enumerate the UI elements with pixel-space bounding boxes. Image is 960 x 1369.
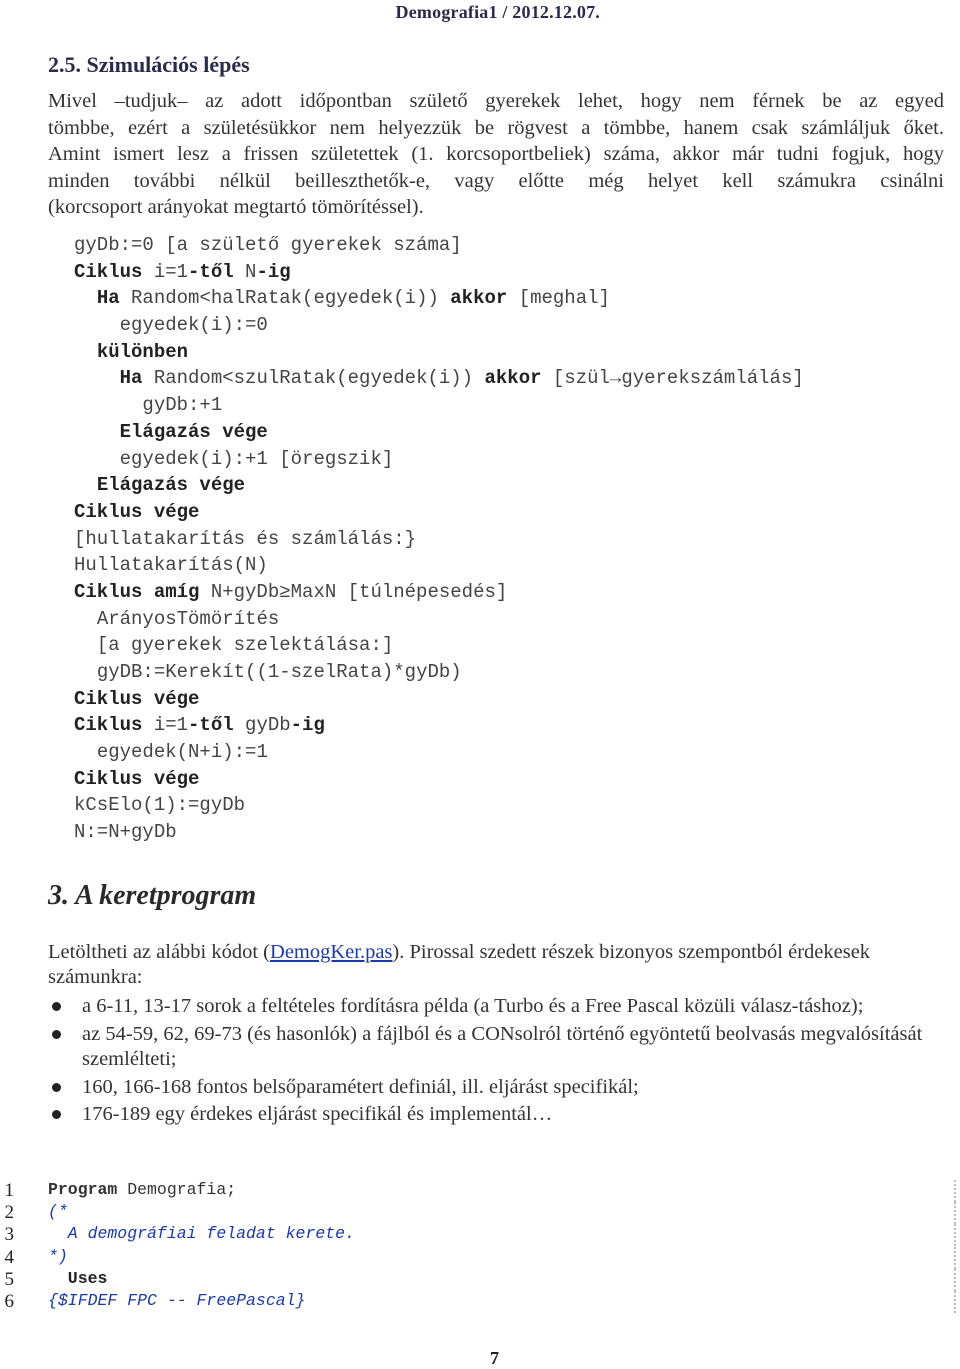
paragraph-line: minden további nélkül beilleszthetők-e, vagy előtte még helyet kell számukra csinálni	[48, 169, 944, 192]
margin-marker	[952, 1291, 956, 1313]
algorithm-line	[74, 499, 804, 526]
chapter-title: 3. A keretprogram	[48, 880, 257, 911]
running-header: Demografia1 / 2012.12.07.	[395, 2, 600, 22]
algorithm-line	[74, 632, 804, 659]
algorithm-line	[74, 552, 804, 579]
paragraph-line: tömbbe, ezért a születésükkor nem helyezzük be rögvest a tömbbe, hanem csak számláljuk őket.	[48, 116, 944, 139]
paragraph-line: (korcsoport arányokat megtartó tömörítéssel).	[48, 196, 424, 218]
algorithm-line	[74, 312, 804, 339]
source-text: {$IFDEF FPC -- FreePascal}	[48, 1290, 306, 1310]
bullet-text: az 54-59, 62, 69-73 (és hasonlók) a fájlból és a CONsolról történő egyöntetű beolvasás megvalósítását szemlélteti;	[82, 1022, 923, 1070]
code-text: [meghal]	[507, 287, 610, 310]
bullet-text: a 6-11, 13-17 sorok a feltételes fordításra példa (a Turbo és a Free Pascal közüli válasz-táshoz);	[82, 995, 864, 1017]
bullet-icon	[52, 1110, 61, 1119]
algorithm-line	[74, 659, 804, 686]
algorithm-line	[74, 766, 804, 793]
source-text: Program Demografia;	[48, 1180, 237, 1199]
algorithm-line	[74, 712, 804, 739]
listing-line	[0, 1180, 960, 1202]
code-text: Random<halRatak(egyedek(i))	[119, 287, 451, 310]
bullet-icon	[52, 1030, 61, 1039]
code-listing	[0, 1180, 960, 1313]
algorithm-line	[74, 819, 804, 846]
keyword: akkor	[450, 287, 508, 310]
keyword: Ciklus	[74, 260, 143, 283]
algorithm-line	[74, 526, 804, 553]
code-text: gyDb:+1	[142, 394, 223, 417]
keyword: -ig	[290, 714, 325, 737]
source-text: A demográfiai feladat kerete.	[48, 1224, 355, 1244]
algorithm-line	[74, 686, 804, 713]
line-number: 6	[4, 1290, 14, 1312]
keyword: Program	[48, 1180, 118, 1199]
algorithm-line	[74, 365, 804, 392]
download-link[interactable]: DemogKer.pas	[270, 941, 393, 963]
line-number: 1	[4, 1180, 14, 1201]
listing-line	[0, 1269, 960, 1291]
code-text: N+gyDb≥MaxN [túlnépesedés]	[199, 580, 508, 603]
line-number: 4	[4, 1246, 14, 1268]
page-number: 7	[490, 1348, 499, 1368]
line-number: 5	[4, 1268, 14, 1290]
code-text: i=1	[142, 714, 189, 737]
intro-text-before: Letöltheti az alábbi kódot (	[48, 941, 271, 963]
code-text: i=1	[142, 260, 189, 283]
algorithm-line	[74, 446, 804, 473]
code-text: gyDB:=Kerekít((1-szelRata)*gyDb)	[96, 661, 462, 683]
source-text: *)	[48, 1246, 68, 1266]
code-text: Random<szulRatak(egyedek(i))	[142, 367, 485, 390]
margin-marker	[952, 1224, 956, 1246]
code-text: Hullatakarítás(N)	[74, 554, 268, 577]
bullet-item	[48, 1075, 928, 1101]
margin-marker	[952, 1202, 956, 1224]
listing-line	[0, 1224, 960, 1246]
keyword: Ciklus vége	[74, 767, 200, 790]
keyword: Ciklus vége	[74, 500, 200, 523]
listing-line	[0, 1291, 960, 1313]
bullet-icon	[52, 1002, 61, 1011]
source-text: Uses	[48, 1268, 108, 1288]
intro-text-after: ). Pirossal szedett részek bizonyos szempontból érdekesek számunkra:	[48, 941, 871, 988]
code-text: egyedek(N+i):=1	[96, 741, 268, 764]
listing-line	[0, 1202, 960, 1224]
code-text: ArányosTömörítés	[96, 607, 280, 630]
algorithm-line	[74, 259, 804, 286]
keyword: Ha	[96, 287, 120, 310]
algorithm-line	[74, 472, 804, 499]
bullet-list	[48, 994, 928, 1130]
algorithm-line	[74, 232, 804, 259]
algorithm-line	[74, 285, 804, 312]
bullet-text: 160, 166-168 fontos belsőparamétert definiál, ill. eljárást specifikál;	[82, 1075, 639, 1098]
algorithm-block	[74, 232, 804, 846]
line-number: 2	[4, 1202, 14, 1224]
keyword: Ciklus amíg	[74, 580, 200, 603]
paragraph-line: Mivel –tudjuk– az adott időpontban születő gyerekek lehet, hogy nem férnek be az egyed	[48, 90, 944, 112]
algorithm-line	[74, 339, 804, 366]
keyword: Ciklus vége	[74, 687, 200, 710]
code-text: egyedek(i):+1 [öregszik]	[119, 447, 394, 470]
code-text: [hullatakarítás és számlálás:}	[74, 527, 417, 550]
code-text: [szül→gyerekszámlálás]	[541, 367, 804, 390]
keyword: Ha	[119, 367, 143, 390]
source-text: (*	[48, 1202, 68, 1222]
keyword: Ciklus	[74, 714, 143, 737]
section-title: 2.5. Szimulációs lépés	[48, 52, 250, 77]
bullet-text: 176-189 egy érdekes eljárást specifikál és implementál…	[82, 1103, 553, 1125]
code-text: [a gyerekek szelektálása:]	[96, 634, 394, 657]
line-number: 3	[4, 1224, 14, 1246]
listing-line	[0, 1247, 960, 1269]
bullet-item	[48, 994, 928, 1020]
paragraph-line: Amint ismert lesz a frissen születettek (1. korcsoportbeliek) száma, akkor már tudni fogjuk, hogy	[48, 143, 944, 165]
margin-marker	[952, 1269, 956, 1291]
algorithm-line	[74, 739, 804, 766]
body-paragraph	[48, 88, 944, 221]
bullet-icon	[52, 1083, 61, 1092]
algorithm-line	[74, 792, 804, 819]
code-text: N:=N+gyDb	[74, 821, 177, 844]
algorithm-line	[74, 419, 804, 446]
algorithm-line	[74, 606, 804, 633]
algorithm-line	[74, 579, 804, 606]
keyword: -től	[188, 714, 234, 737]
algorithm-line	[74, 392, 804, 419]
keyword: különben	[96, 340, 189, 363]
code-text: egyedek(i):=0	[119, 314, 268, 337]
code-text: gyDb:=0 [a születő gyerekek száma]	[74, 234, 462, 256]
keyword: -től	[188, 260, 234, 283]
code-text: gyDb	[233, 714, 291, 737]
intro-paragraph	[48, 940, 928, 990]
margin-marker	[952, 1247, 956, 1269]
keyword: Elágazás vége	[119, 420, 268, 443]
code-text: kCsElo(1):=gyDb	[74, 794, 246, 817]
bullet-item	[48, 1022, 928, 1073]
keyword: Elágazás vége	[96, 474, 246, 497]
margin-marker	[952, 1180, 956, 1202]
bullet-item	[48, 1102, 928, 1128]
code-text: N	[233, 260, 257, 283]
keyword: akkor	[484, 367, 542, 390]
keyword: -ig	[256, 260, 291, 283]
